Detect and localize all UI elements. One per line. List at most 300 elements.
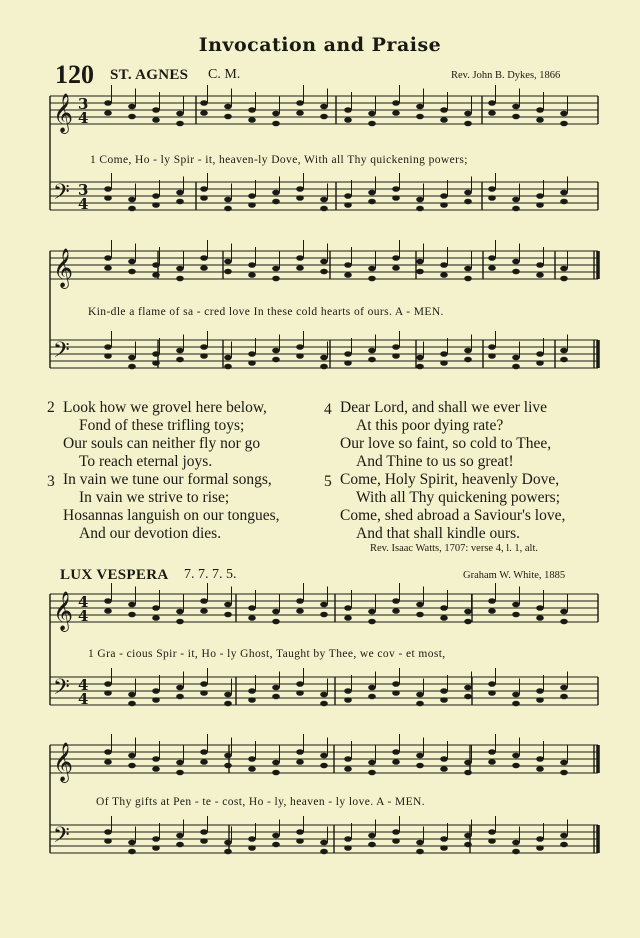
note-head bbox=[440, 117, 448, 123]
note-head bbox=[488, 608, 496, 614]
note-head bbox=[320, 701, 328, 707]
note-head bbox=[104, 344, 112, 350]
note-head bbox=[272, 685, 280, 691]
note-head bbox=[224, 206, 232, 212]
note-head bbox=[224, 763, 232, 769]
note-head bbox=[320, 763, 328, 769]
section-title: Invocation and Praise bbox=[198, 34, 442, 56]
note-head bbox=[176, 609, 184, 615]
note-head bbox=[416, 692, 424, 698]
note-head bbox=[176, 694, 184, 700]
note-head bbox=[416, 849, 424, 855]
note-head bbox=[200, 344, 208, 350]
note-head bbox=[368, 199, 376, 205]
note-head bbox=[176, 842, 184, 848]
note-head bbox=[488, 829, 496, 835]
time-signature: 4 bbox=[78, 676, 89, 694]
note-head bbox=[392, 829, 400, 835]
note-head bbox=[176, 276, 184, 282]
note-head bbox=[176, 190, 184, 196]
note-head bbox=[104, 265, 112, 271]
note-head bbox=[320, 364, 328, 370]
note-head bbox=[416, 269, 424, 275]
verse-line: Fond of these trifling toys; bbox=[79, 417, 245, 434]
note-head bbox=[392, 838, 400, 844]
note-head bbox=[152, 697, 160, 703]
treble-clef-icon: 𝄞 bbox=[53, 248, 74, 288]
note-head bbox=[368, 357, 376, 363]
verse-line: Come, Holy Spirit, heavenly Dove, bbox=[340, 471, 560, 488]
time-signature: 4 bbox=[78, 593, 89, 611]
note-head bbox=[176, 348, 184, 354]
staff-system-3 bbox=[50, 583, 598, 708]
note-head bbox=[560, 357, 568, 363]
note-head bbox=[488, 110, 496, 116]
note-head bbox=[392, 681, 400, 687]
note-head bbox=[152, 766, 160, 772]
text-attribution: Rev. Isaac Watts, 1707: verse 4, l. 1, alt. bbox=[370, 543, 538, 554]
note-head bbox=[392, 759, 400, 765]
note-head bbox=[104, 829, 112, 835]
note-head bbox=[104, 110, 112, 116]
note-head bbox=[488, 749, 496, 755]
note-head bbox=[512, 355, 520, 361]
note-head bbox=[248, 272, 256, 278]
note-head bbox=[152, 262, 160, 268]
note-head bbox=[296, 690, 304, 696]
note-head bbox=[176, 199, 184, 205]
note-head bbox=[488, 759, 496, 765]
note-head bbox=[320, 849, 328, 855]
note-head bbox=[224, 355, 232, 361]
note-head bbox=[128, 355, 136, 361]
note-head bbox=[296, 100, 304, 106]
note-head bbox=[368, 833, 376, 839]
note-head bbox=[416, 355, 424, 361]
note-head bbox=[392, 255, 400, 261]
note-head bbox=[344, 756, 352, 762]
note-head bbox=[152, 836, 160, 842]
note-head bbox=[224, 602, 232, 608]
note-head bbox=[248, 836, 256, 842]
note-head bbox=[224, 104, 232, 110]
note-head bbox=[272, 266, 280, 272]
note-head bbox=[464, 760, 472, 766]
note-head bbox=[272, 770, 280, 776]
note-head bbox=[344, 360, 352, 366]
note-head bbox=[512, 602, 520, 608]
note-head bbox=[560, 121, 568, 127]
note-head bbox=[416, 114, 424, 120]
note-head bbox=[200, 598, 208, 604]
verse-number: 4 bbox=[324, 401, 332, 418]
note-head bbox=[128, 114, 136, 120]
note-head bbox=[104, 186, 112, 192]
note-head bbox=[344, 697, 352, 703]
note-head bbox=[152, 107, 160, 113]
note-head bbox=[344, 766, 352, 772]
bass-clef-icon: 𝄢 bbox=[53, 823, 70, 853]
note-head bbox=[296, 749, 304, 755]
note-head bbox=[320, 355, 328, 361]
note-head bbox=[464, 266, 472, 272]
note-head bbox=[272, 833, 280, 839]
note-head bbox=[176, 685, 184, 691]
note-head bbox=[272, 348, 280, 354]
note-head bbox=[152, 202, 160, 208]
note-head bbox=[392, 344, 400, 350]
note-head bbox=[320, 197, 328, 203]
note-head bbox=[248, 766, 256, 772]
note-head bbox=[248, 202, 256, 208]
note-head bbox=[440, 351, 448, 357]
note-head bbox=[104, 353, 112, 359]
note-head bbox=[536, 605, 544, 611]
note-head bbox=[344, 605, 352, 611]
note-head bbox=[464, 348, 472, 354]
note-head bbox=[224, 840, 232, 846]
note-head bbox=[512, 206, 520, 212]
note-head bbox=[440, 202, 448, 208]
note-head bbox=[224, 114, 232, 120]
note-head bbox=[344, 351, 352, 357]
note-head bbox=[560, 111, 568, 117]
lyrics-st-agnes-line-1: 1 Come, Ho - ly Spir - it, heaven-ly Dove, With all Thy quickening powers; bbox=[90, 154, 468, 166]
note-head bbox=[272, 199, 280, 205]
composer-st-agnes: Rev. John B. Dykes, 1866 bbox=[451, 70, 561, 81]
treble-clef-icon: 𝄞 bbox=[53, 591, 74, 631]
verse-line: In vain we strive to rise; bbox=[79, 489, 230, 506]
note-head bbox=[128, 104, 136, 110]
note-head bbox=[464, 842, 472, 848]
note-head bbox=[464, 770, 472, 776]
note-head bbox=[440, 836, 448, 842]
note-head bbox=[200, 195, 208, 201]
note-head bbox=[488, 598, 496, 604]
note-head bbox=[464, 190, 472, 196]
note-head bbox=[464, 685, 472, 691]
note-head bbox=[320, 692, 328, 698]
note-head bbox=[512, 612, 520, 618]
note-head bbox=[488, 255, 496, 261]
verse-number: 3 bbox=[47, 473, 55, 490]
note-head bbox=[560, 619, 568, 625]
note-head bbox=[200, 608, 208, 614]
verse-line: And that shall kindle ours. bbox=[356, 525, 521, 542]
note-head bbox=[320, 612, 328, 618]
note-head bbox=[272, 619, 280, 625]
note-head bbox=[104, 759, 112, 765]
note-head bbox=[320, 114, 328, 120]
note-head bbox=[128, 840, 136, 846]
note-head bbox=[104, 690, 112, 696]
verse-line: And our devotion dies. bbox=[79, 525, 222, 542]
note-head bbox=[560, 685, 568, 691]
note-head bbox=[176, 833, 184, 839]
bass-clef-icon: 𝄢 bbox=[53, 338, 70, 368]
note-head bbox=[440, 193, 448, 199]
note-head bbox=[536, 262, 544, 268]
verse-line: Our love so faint, so cold to Thee, bbox=[340, 435, 552, 452]
note-head bbox=[488, 681, 496, 687]
note-head bbox=[536, 697, 544, 703]
note-head bbox=[344, 117, 352, 123]
verse-5 bbox=[324, 471, 565, 543]
note-head bbox=[488, 186, 496, 192]
note-head bbox=[416, 840, 424, 846]
note-head bbox=[224, 753, 232, 759]
treble-clef-icon: 𝄞 bbox=[53, 742, 74, 782]
verse-number: 2 bbox=[47, 399, 55, 416]
note-head bbox=[536, 117, 544, 123]
note-head bbox=[200, 353, 208, 359]
note-head bbox=[464, 199, 472, 205]
note-head bbox=[128, 269, 136, 275]
verse-line: To reach eternal joys. bbox=[79, 453, 213, 470]
note-head bbox=[488, 838, 496, 844]
note-head bbox=[104, 195, 112, 201]
note-head bbox=[320, 104, 328, 110]
note-head bbox=[296, 110, 304, 116]
note-head bbox=[104, 838, 112, 844]
note-head bbox=[104, 749, 112, 755]
staff-system-4 bbox=[50, 734, 598, 854]
note-head bbox=[488, 265, 496, 271]
note-head bbox=[152, 756, 160, 762]
note-head bbox=[248, 845, 256, 851]
note-head bbox=[368, 121, 376, 127]
note-head bbox=[296, 344, 304, 350]
note-head bbox=[392, 110, 400, 116]
verse-line: In vain we tune our formal songs, bbox=[63, 471, 272, 488]
note-head bbox=[440, 756, 448, 762]
note-head bbox=[224, 197, 232, 203]
note-head bbox=[248, 351, 256, 357]
note-head bbox=[560, 694, 568, 700]
note-head bbox=[560, 842, 568, 848]
note-head bbox=[512, 763, 520, 769]
note-head bbox=[344, 202, 352, 208]
note-head bbox=[104, 100, 112, 106]
note-head bbox=[272, 609, 280, 615]
note-head bbox=[464, 357, 472, 363]
note-head bbox=[104, 608, 112, 614]
note-head bbox=[128, 612, 136, 618]
note-head bbox=[344, 107, 352, 113]
note-head bbox=[368, 619, 376, 625]
note-head bbox=[152, 615, 160, 621]
note-head bbox=[392, 195, 400, 201]
note-head bbox=[200, 186, 208, 192]
note-head bbox=[176, 770, 184, 776]
note-head bbox=[344, 615, 352, 621]
note-head bbox=[248, 756, 256, 762]
note-head bbox=[128, 602, 136, 608]
note-head bbox=[224, 849, 232, 855]
note-head bbox=[536, 107, 544, 113]
note-head bbox=[128, 259, 136, 265]
note-head bbox=[560, 348, 568, 354]
lyrics-lux-vespera-line-2: Of Thy gifts at Pen - te - cost, Ho - ly, heaven - ly love. A - MEN. bbox=[96, 796, 426, 808]
note-head bbox=[560, 770, 568, 776]
time-signature: 4 bbox=[78, 607, 89, 625]
note-head bbox=[344, 262, 352, 268]
note-head bbox=[512, 197, 520, 203]
note-head bbox=[464, 694, 472, 700]
note-head bbox=[152, 605, 160, 611]
note-head bbox=[128, 197, 136, 203]
note-head bbox=[512, 849, 520, 855]
note-head bbox=[248, 615, 256, 621]
note-head bbox=[248, 360, 256, 366]
note-head bbox=[200, 100, 208, 106]
note-head bbox=[392, 598, 400, 604]
note-head bbox=[512, 840, 520, 846]
lyrics-lux-vespera-line-1: 1 Gra - cious Spir - it, Ho - ly Ghost, Taught by Thee, we cov - et most, bbox=[88, 648, 446, 660]
note-head bbox=[392, 749, 400, 755]
note-head bbox=[416, 206, 424, 212]
note-head bbox=[440, 845, 448, 851]
verse-line: Our souls can neither fly nor go bbox=[63, 435, 261, 452]
note-head bbox=[200, 749, 208, 755]
note-head bbox=[368, 266, 376, 272]
note-head bbox=[416, 701, 424, 707]
note-head bbox=[464, 121, 472, 127]
note-head bbox=[296, 608, 304, 614]
note-head bbox=[416, 364, 424, 370]
note-head bbox=[248, 107, 256, 113]
note-head bbox=[488, 195, 496, 201]
note-head bbox=[152, 360, 160, 366]
note-head bbox=[440, 262, 448, 268]
note-head bbox=[248, 688, 256, 694]
note-head bbox=[128, 849, 136, 855]
note-head bbox=[296, 681, 304, 687]
note-head bbox=[320, 840, 328, 846]
note-head bbox=[344, 688, 352, 694]
note-head bbox=[296, 598, 304, 604]
note-head bbox=[272, 357, 280, 363]
note-head bbox=[536, 688, 544, 694]
note-head bbox=[344, 272, 352, 278]
note-head bbox=[440, 615, 448, 621]
note-head bbox=[224, 364, 232, 370]
note-head bbox=[248, 605, 256, 611]
note-head bbox=[536, 836, 544, 842]
verse-line: Look how we grovel here below, bbox=[63, 399, 267, 416]
verse-line: At this poor dying rate? bbox=[356, 417, 504, 434]
note-head bbox=[272, 694, 280, 700]
note-head bbox=[272, 842, 280, 848]
note-head bbox=[200, 690, 208, 696]
note-head bbox=[176, 619, 184, 625]
note-head bbox=[464, 619, 472, 625]
note-head bbox=[200, 255, 208, 261]
note-head bbox=[488, 344, 496, 350]
note-head bbox=[440, 697, 448, 703]
note-head bbox=[392, 353, 400, 359]
note-head bbox=[512, 104, 520, 110]
hymn-number: 120 bbox=[55, 60, 94, 89]
note-head bbox=[200, 110, 208, 116]
note-head bbox=[368, 609, 376, 615]
note-head bbox=[296, 265, 304, 271]
note-head bbox=[536, 360, 544, 366]
verse-line: And Thine to us so great! bbox=[356, 453, 514, 470]
note-head bbox=[368, 760, 376, 766]
note-head bbox=[224, 612, 232, 618]
note-head bbox=[248, 262, 256, 268]
note-head bbox=[536, 272, 544, 278]
verse-line: With all Thy quickening powers; bbox=[356, 489, 560, 506]
time-signature: 4 bbox=[78, 109, 89, 127]
note-head bbox=[320, 259, 328, 265]
note-head bbox=[440, 360, 448, 366]
time-signature: 4 bbox=[78, 195, 89, 213]
note-head bbox=[416, 602, 424, 608]
note-head bbox=[296, 353, 304, 359]
note-head bbox=[368, 348, 376, 354]
verse-3 bbox=[47, 471, 280, 543]
note-head bbox=[416, 259, 424, 265]
note-head bbox=[368, 842, 376, 848]
note-head bbox=[392, 608, 400, 614]
verse-2 bbox=[47, 399, 267, 471]
note-head bbox=[200, 759, 208, 765]
note-head bbox=[176, 266, 184, 272]
lyrics-st-agnes-line-2: Kin-dle a flame of sa - cred love In these cold hearts of ours. A - MEN. bbox=[88, 306, 444, 318]
note-head bbox=[200, 829, 208, 835]
note-head bbox=[368, 694, 376, 700]
note-head bbox=[512, 364, 520, 370]
tune-name-st-agnes: ST. AGNES bbox=[110, 67, 189, 83]
note-head bbox=[320, 753, 328, 759]
note-head bbox=[416, 197, 424, 203]
note-head bbox=[488, 100, 496, 106]
note-head bbox=[512, 753, 520, 759]
note-head bbox=[176, 760, 184, 766]
note-head bbox=[560, 266, 568, 272]
note-head bbox=[320, 206, 328, 212]
note-head bbox=[536, 351, 544, 357]
note-head bbox=[152, 193, 160, 199]
note-head bbox=[440, 605, 448, 611]
note-head bbox=[536, 845, 544, 851]
note-head bbox=[224, 259, 232, 265]
note-head bbox=[536, 615, 544, 621]
time-signature: 3 bbox=[78, 181, 89, 199]
note-head bbox=[152, 351, 160, 357]
note-head bbox=[296, 186, 304, 192]
note-head bbox=[440, 107, 448, 113]
note-head bbox=[392, 100, 400, 106]
note-head bbox=[248, 117, 256, 123]
note-head bbox=[416, 763, 424, 769]
note-head bbox=[200, 838, 208, 844]
note-head bbox=[368, 770, 376, 776]
note-head bbox=[104, 255, 112, 261]
treble-clef-icon: 𝄞 bbox=[53, 93, 74, 133]
staff-system-1 bbox=[50, 85, 598, 213]
note-head bbox=[248, 193, 256, 199]
note-head bbox=[152, 845, 160, 851]
note-head bbox=[440, 688, 448, 694]
note-head bbox=[272, 121, 280, 127]
note-head bbox=[128, 753, 136, 759]
meter-lux-vespera: 7. 7. 7. 5. bbox=[184, 567, 237, 582]
note-head bbox=[536, 193, 544, 199]
note-head bbox=[296, 759, 304, 765]
